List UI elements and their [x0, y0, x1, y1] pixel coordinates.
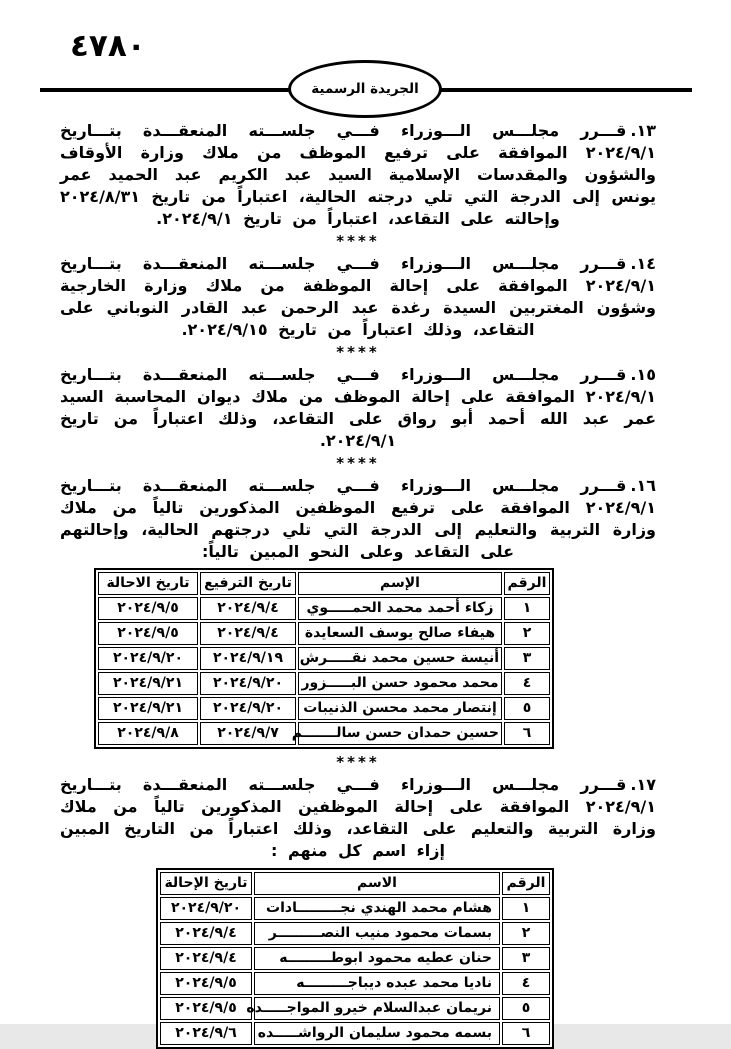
table-row: [160, 947, 550, 970]
header-row: [98, 572, 550, 595]
decree-number: ١٦.: [630, 476, 656, 495]
decree-number: ١٤.: [630, 254, 656, 273]
row-number: ٣: [504, 647, 550, 670]
asterisk-separator: ****: [336, 753, 380, 771]
employee-name-header: الإسم: [298, 572, 502, 595]
table-row: [98, 697, 550, 720]
decrees-body: [60, 120, 656, 1049]
row-number: ١: [502, 897, 550, 920]
promotion-date: ٢٠٢٤/٩/٧: [200, 722, 296, 745]
referral-date: ٢٠٢٤/٩/٢٠: [160, 897, 252, 920]
decree-item-15: [60, 364, 656, 452]
employee-name: حسين حمدان حسن سالـــــــم: [298, 722, 502, 745]
decree-item-13: [60, 120, 656, 230]
referral-date: ٢٠٢٤/٩/٢٠: [98, 647, 198, 670]
decree-item-16: [60, 475, 656, 563]
decree-text: قـــرر مجلـــس الـــوزراء فـــي جلســـته المنعقـــدة بتـــاريخ ٢٠٢٤/٩/١ الموافقة على ترفيع الموظفين المذكورين تالياً من ملاك وزارة التربية والتعليم إلى الدرجة التي تلي درجتهم الحالية، وإحالتهم على التقاعد وعلى النحو المبين تالياً:: [60, 476, 656, 561]
employee-name: ناديا محمد عبده ديباجـــــــــه: [254, 972, 500, 995]
decree-text: قـــرر مجلـــس الـــوزراء فـــي جلســـته المنعقـــدة بتـــاريخ ٢٠٢٤/٩/١ الموافقة على إحالة الموظفة من ملاك وزارة الخارجية وشؤون المغتربين السيدة رغدة عبد الرحمن عبد القادر النوباني على التقاعد، وذلك اعتباراً من تاريخ ٢٠٢٤/٩/١٥.: [60, 254, 656, 339]
table-row: [98, 672, 550, 695]
employee-name-header: الاسم: [254, 872, 500, 895]
employee-name: هيفاء صالح يوسف السعايدة: [298, 622, 502, 645]
promotion-date: ٢٠٢٤/٩/٢٠: [200, 697, 296, 720]
asterisk-separator: ****: [336, 454, 380, 472]
table-row: [98, 722, 550, 745]
gazette-title: الجريدة الرسمية: [311, 81, 419, 97]
row-number: ٣: [502, 947, 550, 970]
table-row: [160, 897, 550, 920]
employee-name: حنان عطيه محمود ابوطـــــــــه: [254, 947, 500, 970]
referral-date: ٢٠٢٤/٩/٨: [98, 722, 198, 745]
row-number: ٥: [502, 997, 550, 1020]
table-row: [160, 972, 550, 995]
employee-name: إنتصار محمد محسن الذنيبات: [298, 697, 502, 720]
decree-text: قـــرر مجلـــس الـــوزراء فـــي جلســـته المنعقـــدة بتـــاريخ ٢٠٢٤/٩/١ الموافقة على إحالة الموظفين المذكورين تالياً من ملاك وزارة التربية والتعليم على التقاعد، وذلك اعتباراً من التاريخ المبين إزاء اسم كل منهم :: [60, 775, 656, 860]
referral-date-header: تاريخ الإحالة: [160, 872, 252, 895]
decree-item-14: [60, 253, 656, 341]
retirement-table: [156, 868, 554, 1049]
page-number: ٤٧٨٠: [70, 28, 146, 64]
decree-number: ١٥.: [630, 365, 656, 384]
decree-item-17: [60, 774, 656, 862]
referral-date: ٢٠٢٤/٩/٥: [98, 622, 198, 645]
row-number: ٤: [502, 972, 550, 995]
promotion-date: ٢٠٢٤/٩/١٩: [200, 647, 296, 670]
promotion-date: ٢٠٢٤/٩/٤: [200, 597, 296, 620]
header-row: [160, 872, 550, 895]
employee-name: أنيسة حسين محمد نقـــــرش: [298, 647, 502, 670]
row-number: ٤: [504, 672, 550, 695]
referral-date: ٢٠٢٤/٩/٦: [160, 1022, 252, 1045]
row-number-header: الرقم: [504, 572, 550, 595]
decree-number: ١٧.: [630, 775, 656, 794]
decree-number: ١٣.: [630, 121, 656, 140]
row-number: ١: [504, 597, 550, 620]
table-row: [160, 922, 550, 945]
row-number: ٦: [502, 1022, 550, 1045]
referral-date: ٢٠٢٤/٩/٥: [160, 972, 252, 995]
promotions-retirement-table: [94, 568, 554, 749]
table-row: [98, 622, 550, 645]
row-number-header: الرقم: [502, 872, 550, 895]
table-row: [160, 1022, 550, 1045]
table-row: [160, 997, 550, 1020]
promotion-date: ٢٠٢٤/٩/٤: [200, 622, 296, 645]
row-number: ٥: [504, 697, 550, 720]
referral-date: ٢٠٢٤/٩/٢١: [98, 697, 198, 720]
referral-date: ٢٠٢٤/٩/٥: [160, 997, 252, 1020]
row-number: ٦: [504, 722, 550, 745]
referral-date: ٢٠٢٤/٩/٥: [98, 597, 198, 620]
referral-date: ٢٠٢٤/٩/٤: [160, 947, 252, 970]
promotion-date-header: تاريخ الترفيع: [200, 572, 296, 595]
gazette-title-oval: [288, 60, 442, 118]
decree-text: قـــرر مجلـــس الـــوزراء فـــي جلســـته المنعقـــدة بتـــاريخ ٢٠٢٤/٩/١ الموافقة على ترفيع الموظف من ملاك وزارة الأوقاف والشؤون والمقدسات الإسلامية السيد عبد الكريم عبد الحميد عمر يونس إلى الدرجة التي تلي درجته الحالية، اعتباراً من تاريخ ٢٠٢٤/٨/٣١ وإحالته على التقاعد، اعتباراً من تاريخ ٢٠٢٤/٩/١.: [60, 121, 656, 228]
referral-date-header: تاريخ الاحالة: [98, 572, 198, 595]
referral-date: ٢٠٢٤/٩/٢١: [98, 672, 198, 695]
employee-name: محمد محمود حسن البـــــزور: [298, 672, 502, 695]
table-row: [98, 647, 550, 670]
employee-name: نريمان عبدالسلام خيرو المواجـــــده: [254, 997, 500, 1020]
employee-name: بسمه محمود سليمان الرواشـــــده: [254, 1022, 500, 1045]
table-row: [98, 597, 550, 620]
row-number: ٢: [504, 622, 550, 645]
employee-name: بسمات محمود منيب النصـــــــــر: [254, 922, 500, 945]
row-number: ٢: [502, 922, 550, 945]
asterisk-separator: ****: [336, 232, 380, 250]
employee-name: هشام محمد الهندي نجـــــــــادات: [254, 897, 500, 920]
employee-name: زكاء أحمد محمد الحمـــــوي: [298, 597, 502, 620]
promotion-date: ٢٠٢٤/٩/٢٠: [200, 672, 296, 695]
decree-text: قـــرر مجلـــس الـــوزراء فـــي جلســـته المنعقـــدة بتـــاريخ ٢٠٢٤/٩/١ الموافقة على إحالة الموظف من ملاك ديوان المحاسبة السيد عمر عبد الله أحمد أبو رواق على التقاعد، وذلك اعتباراً من تاريخ ٢٠٢٤/٩/١.: [60, 365, 656, 450]
asterisk-separator: ****: [336, 343, 380, 361]
referral-date: ٢٠٢٤/٩/٤: [160, 922, 252, 945]
